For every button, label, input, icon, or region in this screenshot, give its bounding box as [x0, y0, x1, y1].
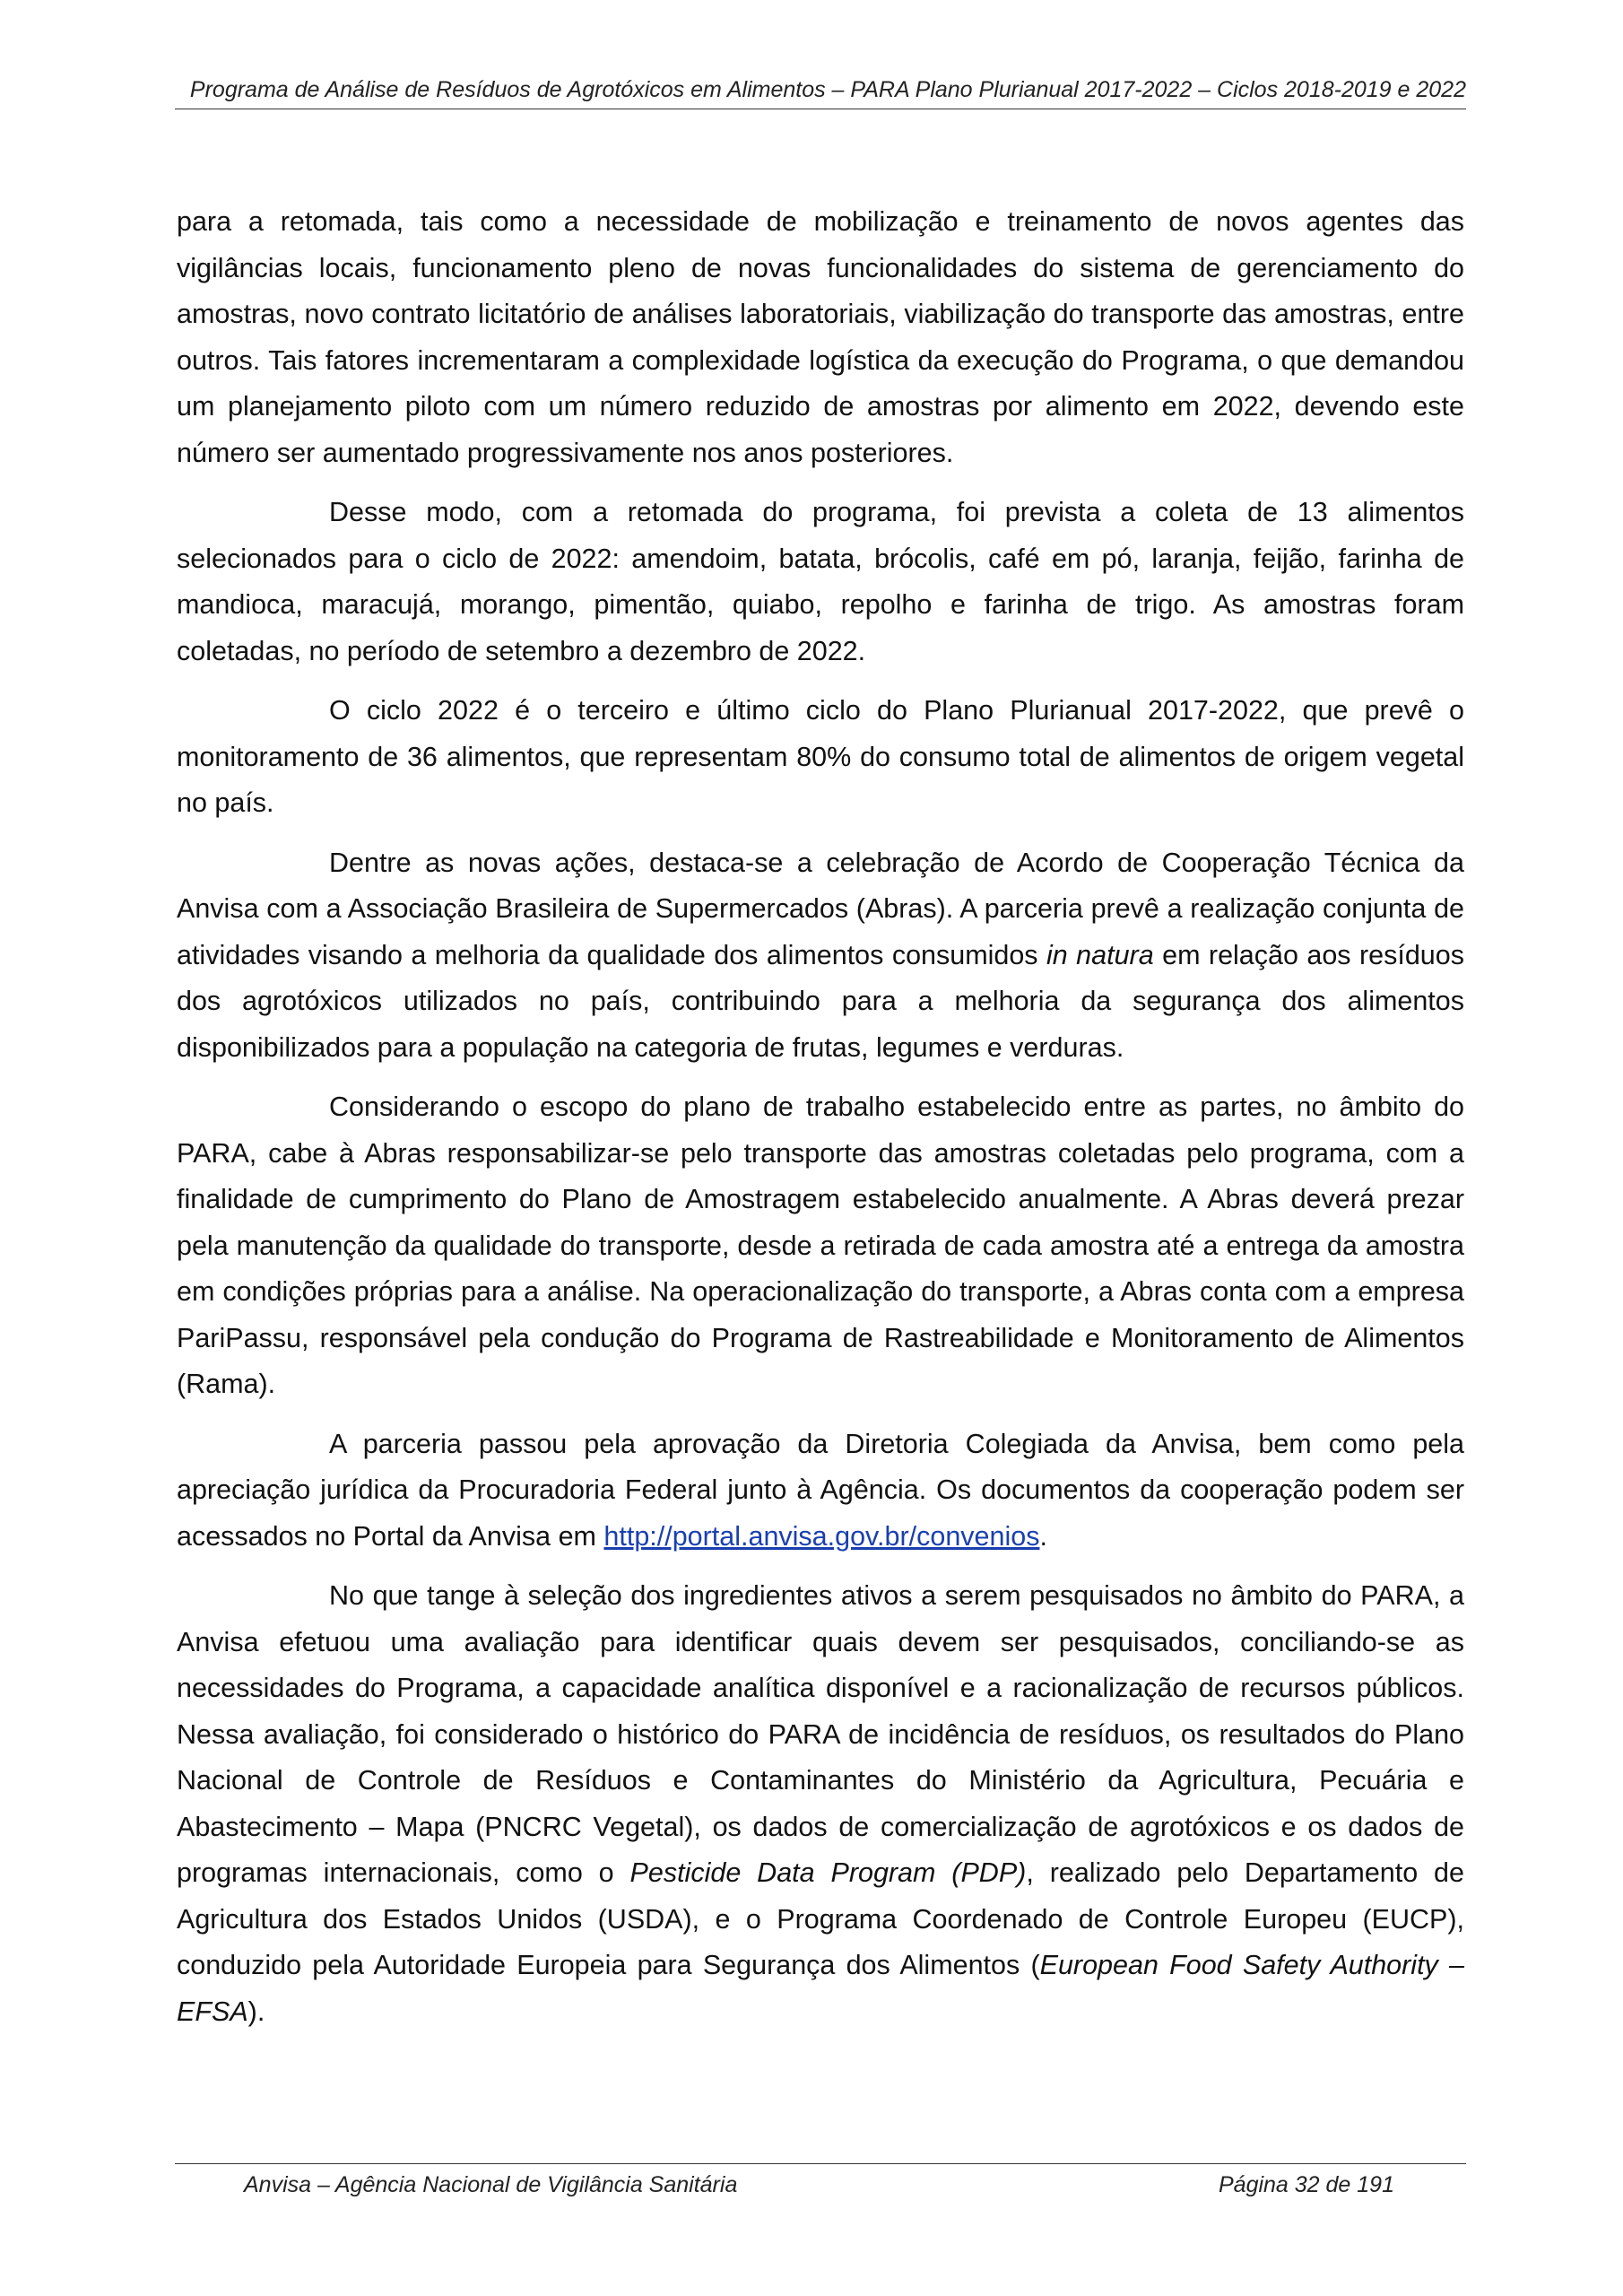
running-header: Programa de Análise de Resíduos de Agrotóxicos em Alimentos – PARA Plano Plurianual 2017-2022 – Ciclos 2018-2019 e 2022: [189, 77, 1466, 102]
paragraph-7-text-c: ).: [247, 1996, 265, 2027]
paragraph-4: [177, 840, 1464, 1072]
paragraph-4-text-b: em relação aos resíduos dos agrotóxicos utilizados no país, contribuindo para a melhoria da segurança dos alimentos disponibilizados para a população na categoria de frutas, legumes e verduras.: [177, 939, 1464, 1063]
paragraph-1: para a retomada, tais como a necessidade de mobilização e treinamento de novos agentes das vigilâncias locais, funcionamento pleno de novas funcionalidades do sistema de gerenciamento do amostras, novo contrato licitatório de análises laboratoriais, viabilização do transporte das amostras, entre outros. Tais fatores incrementaram a complexidade logística da execução do Programa, o que demandou um planejamento piloto com um número reduzido de amostras por alimento em 2022, devendo este número ser aumentado progressivamente nos anos posteriores.: [177, 206, 1464, 468]
paragraph-4-text-a: Dentre as novas ações, destaca-se a celebração de Acordo de Cooperação Técnica da Anvisa com a Associação Brasileira de Supermercados (Abras). A parceria prevê a realização conjunta de atividades visando a melhoria da qualidade dos alimentos consumidos: [177, 847, 1464, 970]
paragraph-4-italic: in natura: [1046, 939, 1154, 970]
page-number: Página 32 de 191: [1218, 2172, 1394, 2197]
paragraph-7: [177, 1573, 1464, 2035]
paragraph-7-text-a: No que tange à seleção dos ingredientes ativos a serem pesquisados no âmbito do PARA, a Anvisa efetuou uma avaliação para identificar quais devem ser pesquisados, conciliando-se as necessidades do Programa, a capacidade analítica disponível e a racionalização de recursos públicos. Nessa avaliação, foi considerado o histórico do PARA de incidência de resíduos, os resultados do Plano Nacional de Controle de Resíduos e Contaminantes do Ministério da Agricultura, Pecuária e Abastecimento – Mapa (PNCRC Vegetal), os dados de comercialização de agrotóxicos e os dados de programas internacionais, como o: [177, 1580, 1464, 1888]
paragraph-2: Desse modo, com a retomada do programa, foi prevista a coleta de 13 alimentos selecionados para o ciclo de 2022: amendoim, batata, brócolis, café em pó, laranja, feijão, farinha de mandioca, maracujá, morango, pimentão, quiabo, repolho e farinha de trigo. As amostras foram coletadas, no período de setembro a dezembro de 2022.: [177, 497, 1464, 666]
footer-agency: Anvisa – Agência Nacional de Vigilância Sanitária: [244, 2172, 738, 2197]
body-text: [177, 199, 1464, 2048]
paragraph-6: [177, 1422, 1464, 1561]
paragraph-6-text-a: A parceria passou pela aprovação da Diretoria Colegiada da Anvisa, bem como pela apreciação jurídica da Procuradoria Federal junto à Agência. Os documentos da cooperação podem ser acessados no Portal da Anvisa em: [177, 1428, 1464, 1552]
paragraph-6-text-b: .: [1039, 1520, 1047, 1552]
paragraph-7-italic-pdp: Pesticide Data Program (PDP): [629, 1857, 1027, 1888]
paragraph-7-italic-efsa: European Food Safety Authority – EFSA: [177, 1950, 1464, 2027]
footer-divider: [175, 2163, 1466, 2164]
paragraph-5: Considerando o escopo do plano de trabalho estabelecido entre as partes, no âmbito do PARA, cabe à Abras responsabilizar-se pelo transporte das amostras coletadas pelo programa, com a finalidade de cumprimento do Plano de Amostragem estabelecido anualmente. A Abras deverá prezar pela manutenção da qualidade do transporte, desde a retirada de cada amostra até a entrega da amostra em condições próprias para a análise. Na operacionalização do transporte, a Abras conta com a empresa PariPassu, responsável pela condução do Programa de Rastreabilidade e Monitoramento de Alimentos (Rama).: [177, 1091, 1464, 1399]
paragraph-3: O ciclo 2022 é o terceiro e último ciclo do Plano Plurianual 2017-2022, que prevê o monitoramento de 36 alimentos, que representam 80% do consumo total de alimentos de origem vegetal no país.: [177, 695, 1464, 818]
convenios-link[interactable]: http://portal.anvisa.gov.br/convenios: [603, 1520, 1040, 1552]
paragraph-7-text-b: , realizado pelo Departamento de Agricultura dos Estados Unidos (USDA), e o Programa Coordenado de Controle Europeu (EUCP), conduzido pela Autoridade Europeia para Segurança dos Alimentos (: [177, 1857, 1464, 1980]
